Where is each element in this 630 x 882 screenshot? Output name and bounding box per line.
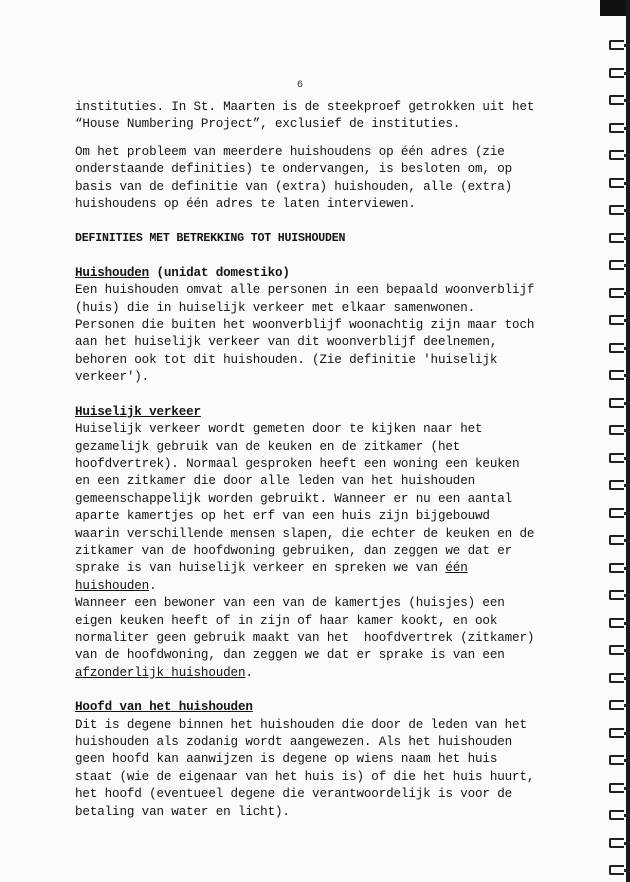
binding-spine — [626, 0, 630, 882]
binding-ring — [609, 645, 624, 655]
huishouden-line-1: Een huishouden omvat alle personen in een bepaald woonverblijf — [75, 283, 535, 298]
hv-huishouden-underlined: huishouden — [75, 578, 150, 593]
hv-line-2: gezamelijk gebruik van de keuken en de zitkamer (het — [75, 439, 461, 454]
huishouden-title-underlined: Huishouden — [75, 265, 150, 280]
para2-line-1: Om het probleem van meerdere huishoudens op één adres (zie — [75, 144, 505, 159]
huishouden-line-6: verkeer'). — [75, 370, 150, 385]
para2-line-2: onderstaande definities) te ondervangen, is besloten om, op — [75, 162, 513, 177]
binding-ring — [609, 810, 624, 820]
huishouden-title-rest: (unidat domestiko) — [149, 265, 290, 280]
hoofd-title — [75, 699, 555, 716]
huishouden-line-4: aan het huiselijk verkeer van dit woonverblijf deelnemen, — [75, 335, 498, 350]
binding-ring — [609, 590, 624, 600]
binding-ring — [609, 508, 624, 518]
hv-line-9-text: sprake is van huiselijk verkeer en spreken we van — [75, 561, 446, 576]
binding-ring — [609, 453, 624, 463]
hv-line-3: hoofdvertrek). Normaal gesproken heeft een woning een keuken — [75, 456, 520, 471]
hoofd-line-1: Dit is degene binnen het huishouden die door de leden van het — [75, 717, 527, 732]
binding-ring — [609, 178, 624, 188]
hv-afzonderlijk-underlined: afzonderlijk huishouden — [75, 665, 246, 680]
binding-ring — [609, 838, 624, 848]
binding-ring — [609, 755, 624, 765]
binding-ring — [609, 260, 624, 270]
hv2-line-5 — [75, 665, 555, 682]
para2-line-4: huishoudens op één adres te laten interviewen. — [75, 197, 416, 212]
hv-line-4: en een zitkamer die door alle leden van het huishouden — [75, 474, 476, 489]
huishouden-line-5: behoren ook tot dit huishouden. (Zie definitie 'huiselijk — [75, 352, 498, 367]
binding-ring — [609, 728, 624, 738]
definitions-heading: DEFINITIES MET BETREKKING TOT HUISHOUDEN — [75, 232, 346, 246]
hv-period-1: . — [149, 578, 157, 593]
binding-ring — [609, 150, 624, 160]
binding-ring — [609, 425, 624, 435]
binding-ring — [609, 480, 624, 490]
hv-line-1: Huiselijk verkeer wordt gemeten door te kijken naar het — [75, 422, 483, 437]
hoofd-line-6: betaling van water en licht). — [75, 804, 290, 819]
binding-ring — [609, 563, 624, 573]
hv-period-2: . — [245, 665, 253, 680]
hv-een-underlined: één — [445, 561, 468, 576]
hv2-line-4: van de hoofdwoning, dan zeggen we dat er sprake is van een — [75, 648, 505, 663]
huishouden-line-2: (huis) die in huiselijk verkeer met elkaar samenwonen. — [75, 300, 476, 315]
document-body — [75, 99, 555, 821]
huiselijk-verkeer-title — [75, 404, 555, 421]
hv2-line-3: normaliter geen gebruik maakt van het hoofdvertrek (zitkamer) — [75, 630, 535, 645]
binding-ring — [609, 233, 624, 243]
hv-line-6: aparte kamertjes op het erf van een huis zijn bijgebouwd — [75, 509, 490, 524]
binding-ring — [609, 40, 624, 50]
binding-ring — [609, 398, 624, 408]
binding-ring — [609, 288, 624, 298]
binding-ring — [609, 315, 624, 325]
hoofd-line-3: geen hoofd kan aanwijzen is degene op wiens naam het huis — [75, 752, 498, 767]
binding-ring — [609, 95, 624, 105]
hv-line-10 — [75, 578, 555, 595]
binding-ring — [609, 673, 624, 683]
binding-ring — [609, 865, 624, 875]
binding-ring — [609, 205, 624, 215]
spiral-binding — [604, 0, 630, 882]
hoofd-line-4: staat (wie de eigenaar van het huis is) of die het huis huurt, — [75, 769, 535, 784]
hv-line-7: waarin verschillende mensen slapen, die echter de keuken en de — [75, 526, 535, 541]
hoofd-line-5: het hoofd (eventueel degene die verantwoordelijk is voor de — [75, 787, 513, 802]
hv-line-5: gemeenschappelijk worden gebruikt. Wanneer er nu een aantal — [75, 491, 513, 506]
hv2-line-1: Wanneer een bewoner van een van de kamertjes (huisjes) een — [75, 596, 505, 611]
huishouden-line-3: Personen die buiten het woonverblijf woonachtig zijn maar toch — [75, 318, 535, 333]
hv-line-8: zitkamer van de hoofdwoning gebruiken, dan zeggen we dat er — [75, 543, 513, 558]
intro-line-2: “House Numbering Project”, exclusief de instituties. — [75, 117, 461, 132]
binding-ring — [609, 123, 624, 133]
intro-line-1: instituties. In St. Maarten is de steekproef getrokken uit het — [75, 100, 535, 114]
binding-ring — [609, 618, 624, 628]
binding-ring — [609, 68, 624, 78]
binding-ring — [609, 783, 624, 793]
binding-ring — [609, 535, 624, 545]
hv-line-9 — [75, 560, 555, 577]
huishouden-title — [75, 265, 555, 282]
binding-ring — [609, 700, 624, 710]
binding-ring — [609, 343, 624, 353]
huiselijk-verkeer-title-text: Huiselijk verkeer — [75, 404, 201, 419]
hoofd-title-text: Hoofd van het huishouden — [75, 700, 253, 715]
hv2-line-2: eigen keuken heeft of in zijn of haar kamer kookt, en ook — [75, 613, 498, 628]
para2-line-3: basis van de definitie van (extra) huishouden, alle (extra) — [75, 179, 513, 194]
binding-ring — [609, 370, 624, 380]
hoofd-line-2: huishouden als zodanig wordt aangewezen. Als het huishouden — [75, 735, 513, 749]
page-number: 6 — [296, 80, 303, 91]
